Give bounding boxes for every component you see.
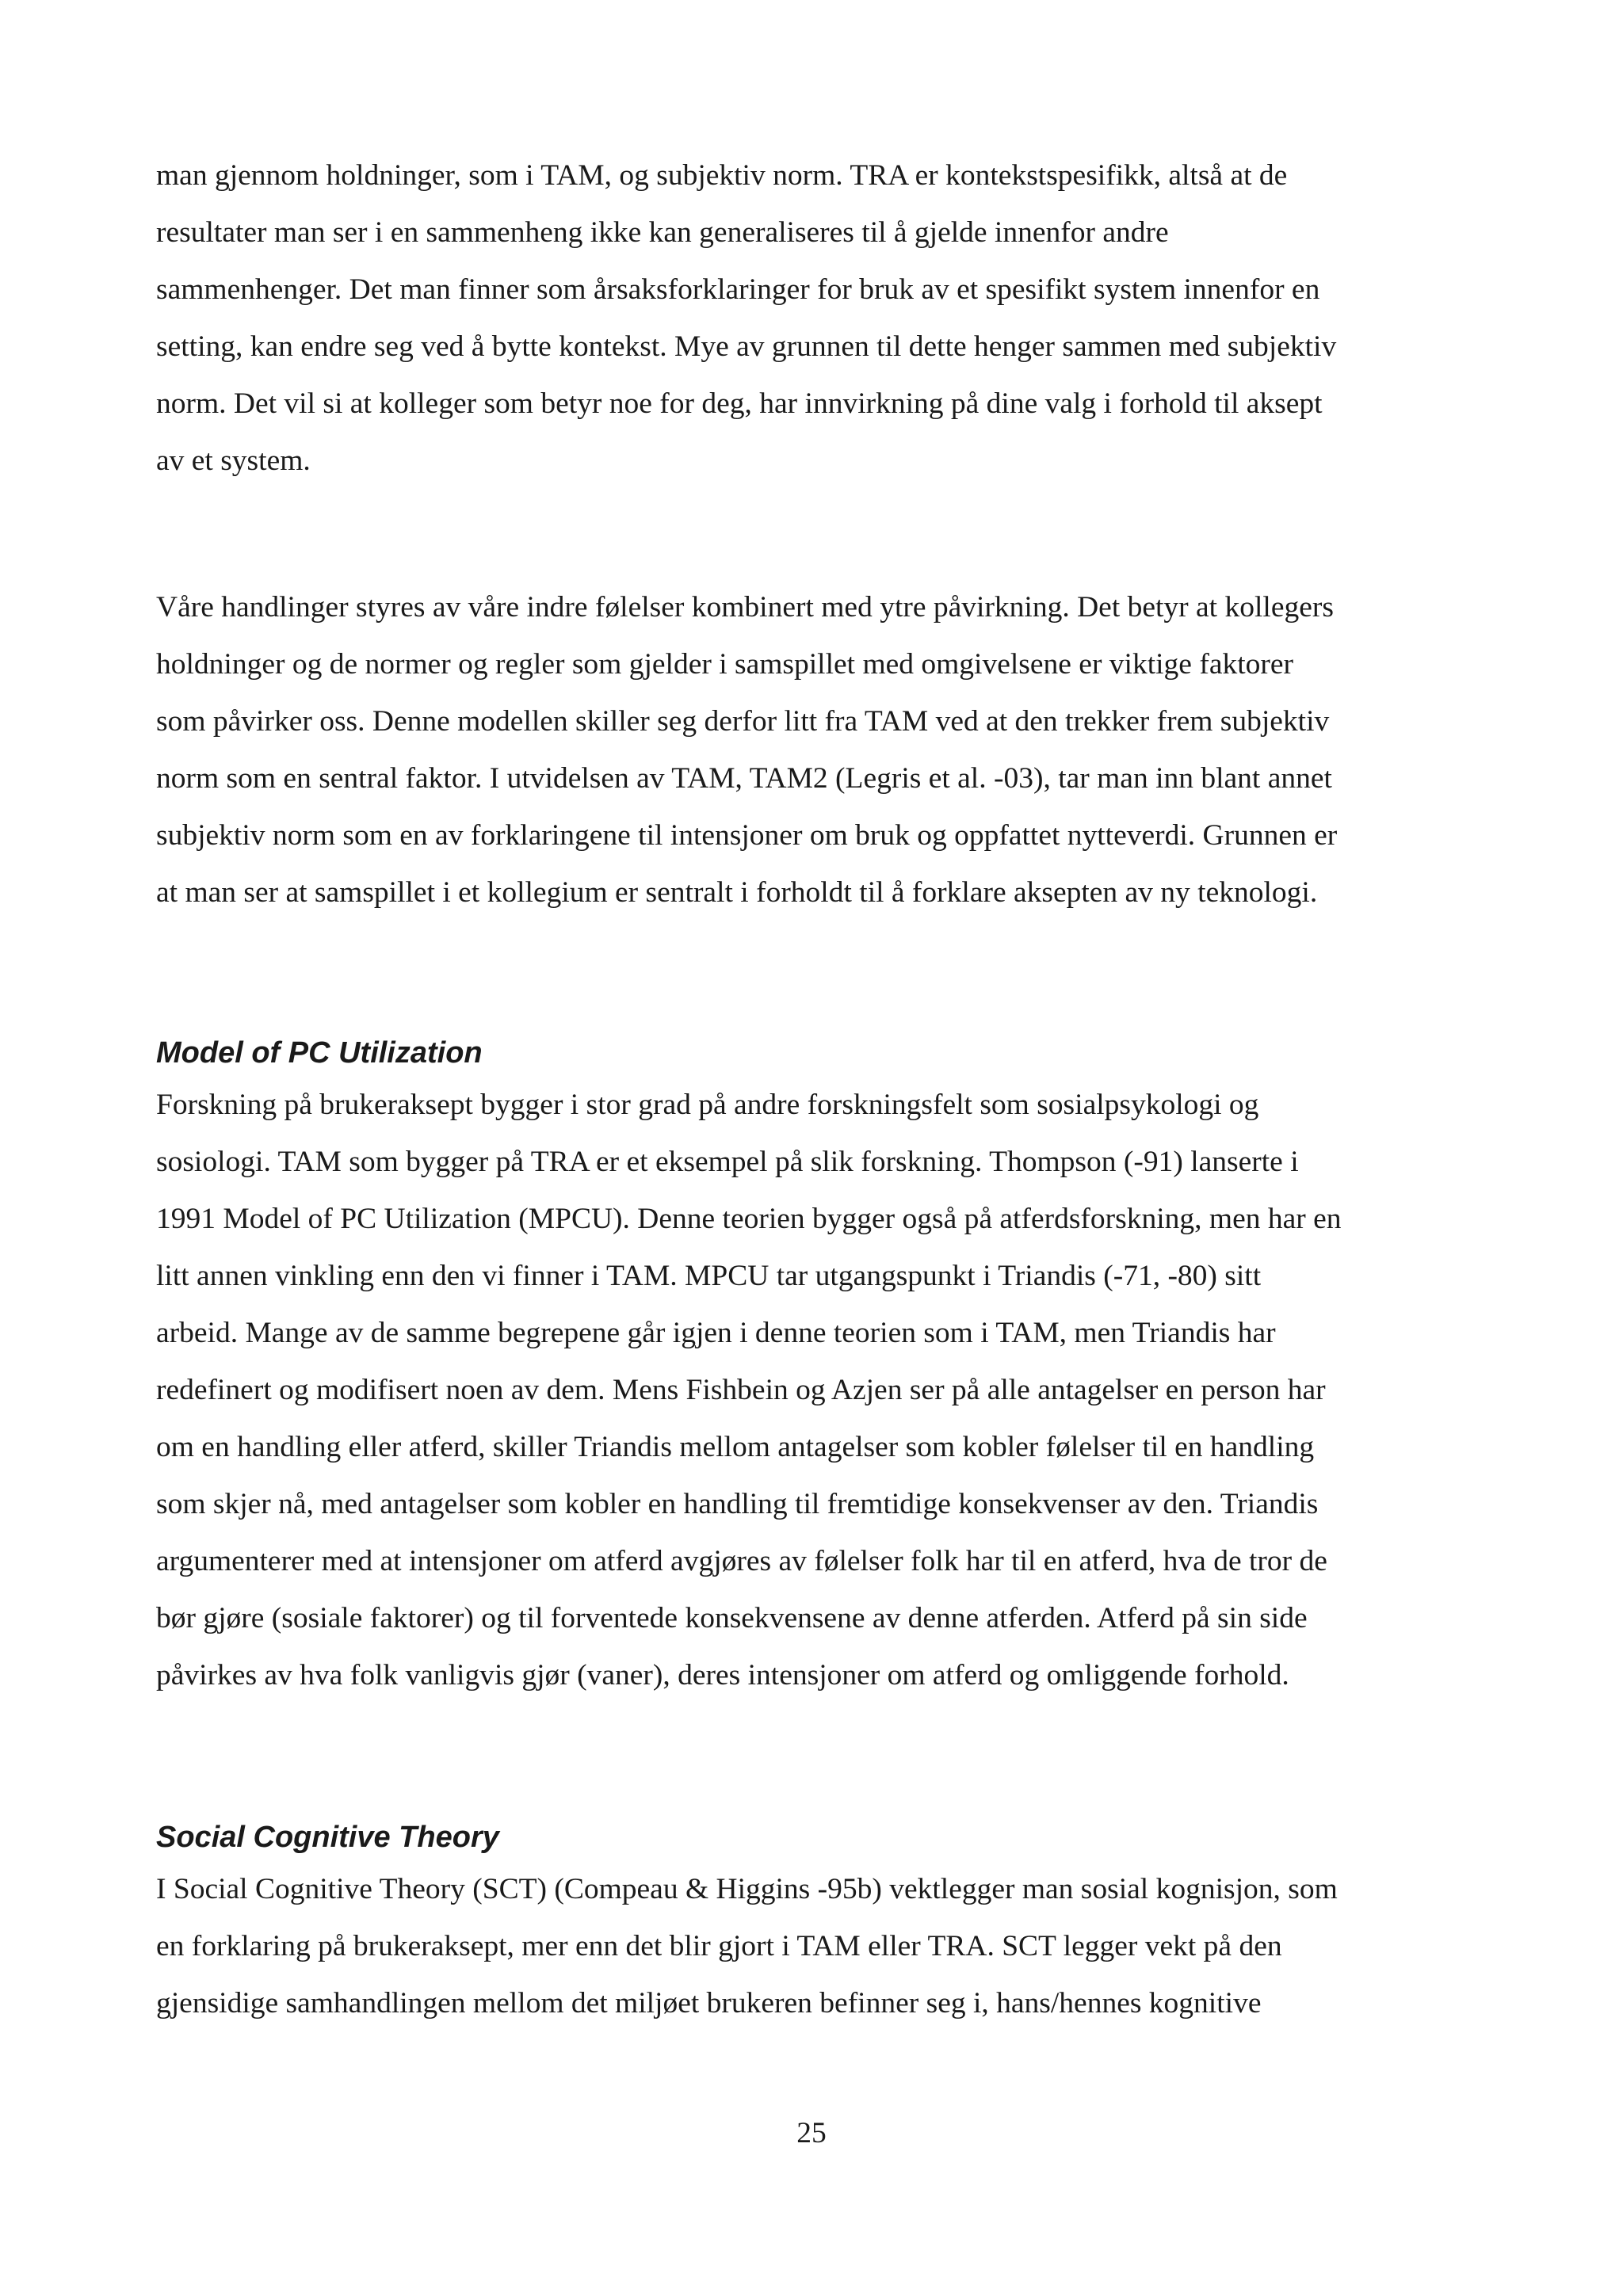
text-line: gjensidige samhandlingen mellom det miljøet brukeren befinner seg i, hans/hennes kognitive (156, 1987, 1262, 2019)
text-line: man gjennom holdninger, som i TAM, og subjektiv norm. TRA er kontekstspesifikk, altså at de (156, 159, 1288, 192)
paragraph-subjective-norm (156, 579, 1487, 921)
section-heading-mpcu: Model of PC Utilization (156, 1036, 483, 1070)
text-line: arbeid. Mange av de samme begrepene går igjen i denne teorien som i TAM, men Triandis har (156, 1317, 1276, 1349)
text-line: 1991 Model of PC Utilization (MPCU). Denne teorien bygger også på atferdsforskning, men har en (156, 1203, 1342, 1235)
text-line: norm som en sentral faktor. I utvidelsen av TAM, TAM2 (Legris et al. -03), tar man inn blant annet (156, 762, 1332, 795)
section-heading-sct: Social Cognitive Theory (156, 1821, 499, 1854)
text-line: resultater man ser i en sammenheng ikke kan generaliseres til å gjelde innenfor andre (156, 216, 1169, 249)
text-line: argumenterer med at intensjoner om atferd avgjøres av følelser folk har til en atferd, hva de tror de (156, 1545, 1327, 1577)
text-line: som påvirker oss. Denne modellen skiller seg derfor litt fra TAM ved at den trekker frem subjektiv (156, 705, 1330, 738)
text-line: om en handling eller atferd, skiller Triandis mellom antagelser som kobler følelser til en handling (156, 1431, 1315, 1463)
text-line: Forskning på brukeraksept bygger i stor grad på andre forskningsfelt som sosialpsykologi og (156, 1089, 1259, 1121)
text-line: litt annen vinkling enn den vi finner i TAM. MPCU tar utgangspunkt i Triandis (-71, -80) sitt (156, 1260, 1262, 1292)
paragraph-tra-context (156, 147, 1487, 490)
paragraph-sct (156, 1861, 1487, 2032)
text-line: påvirkes av hva folk vanligvis gjør (vaner), deres intensjoner om atferd og omliggende forhold. (156, 1659, 1289, 1691)
text-line: redefinert og modifisert noen av dem. Mens Fishbein og Azjen ser på alle antagelser en person har (156, 1374, 1326, 1406)
text-line: av et system. (156, 444, 311, 477)
text-line: norm. Det vil si at kolleger som betyr noe for deg, har innvirkning på dine valg i forhold til aksept (156, 387, 1323, 420)
text-line: setting, kan endre seg ved å bytte kontekst. Mye av grunnen til dette henger sammen med subjektiv (156, 330, 1337, 363)
text-line: sosiologi. TAM som bygger på TRA er et eksempel på slik forskning. Thompson (-91) lanserte i (156, 1146, 1299, 1178)
text-line: som skjer nå, med antagelser som kobler en handling til fremtidige konsekvenser av den. Triandis (156, 1488, 1319, 1520)
text-line: subjektiv norm som en av forklaringene til intensjoner om bruk og oppfattet nytteverdi. Grunnen er (156, 819, 1338, 852)
text-line: sammenhenger. Det man finner som årsaksforklaringer for bruk av et spesifikt system innenfor en (156, 273, 1320, 306)
text-line: holdninger og de normer og regler som gjelder i samspillet med omgivelsene er viktige faktorer (156, 648, 1293, 681)
text-line: en forklaring på brukeraksept, mer enn det blir gjort i TAM eller TRA. SCT legger vekt på den (156, 1930, 1282, 1962)
text-line: bør gjøre (sosiale faktorer) og til forventede konsekvensene av denne atferden. Atferd på sin side (156, 1602, 1308, 1634)
text-line: Våre handlinger styres av våre indre følelser kombinert med ytre påvirkning. Det betyr at kollegers (156, 591, 1334, 624)
paragraph-mpcu (156, 1077, 1487, 1704)
text-line: I Social Cognitive Theory (SCT) (Compeau & Higgins -95b) vektlegger man sosial kognisjon, som (156, 1873, 1338, 1905)
page-number: 25 (796, 2117, 827, 2149)
text-line: at man ser at samspillet i et kollegium er sentralt i forholdt til å forklare aksepten av ny teknologi. (156, 876, 1318, 909)
